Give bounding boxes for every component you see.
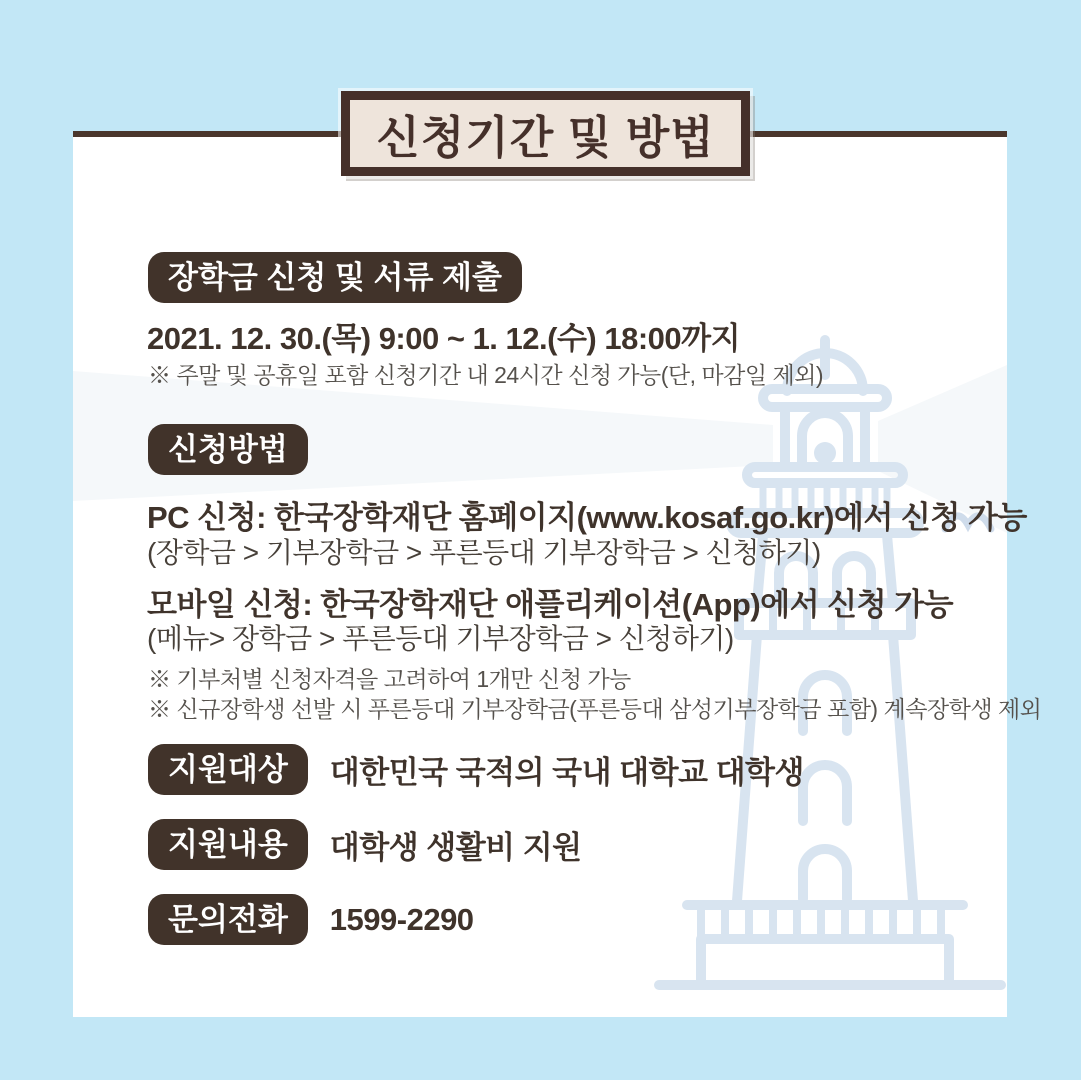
- contact-row: [148, 894, 474, 945]
- submission-section-badge: [148, 252, 522, 303]
- method-section-label: 신청방법: [168, 432, 288, 467]
- method-note-1: ※ 기부처별 신청자격을 고려하여 1개만 신청 가능: [148, 666, 631, 692]
- contact-badge: [148, 894, 308, 945]
- method-note-2: ※ 신규장학생 선발 시 푸른등대 기부장학금(푸른등대 삼성기부장학금 포함) 계속장학생 제외: [148, 696, 1042, 722]
- submission-period-text: 2021. 12. 30.(목) 9:00 ~ 1. 12.(수) 18:00까지: [147, 321, 741, 356]
- eligibility-text: 대한민국 국적의 국내 대학교 대학생: [329, 755, 804, 790]
- mobile-method-heading: 모바일 신청: 한국장학재단 애플리케이션(App)에서 신청 가능: [147, 587, 954, 622]
- contact-phone-number: 1599-2290: [329, 901, 474, 937]
- page-title: [341, 91, 750, 176]
- pc-method-heading: PC 신청: 한국장학재단 홈페이지(www.kosaf.go.kr)에서 신청 가능: [147, 500, 1027, 535]
- benefit-row: [148, 819, 582, 870]
- mobile-method-path: (메뉴> 장학금 > 푸른등대 기부장학금 > 신청하기): [147, 623, 734, 654]
- benefit-badge-label: 지원내용: [168, 827, 288, 862]
- submission-section-label: 장학금 신청 및 서류 제출: [168, 260, 502, 295]
- eligibility-badge-label: 지원대상: [168, 752, 288, 787]
- eligibility-row: [148, 744, 804, 795]
- submission-note-text: ※ 주말 및 공휴일 포함 신청기간 내 24시간 신청 가능(단, 마감일 제외): [148, 362, 824, 388]
- page-title-label: 신청기간 및 방법: [376, 112, 715, 163]
- method-section-badge: [148, 424, 308, 475]
- benefit-badge: [148, 819, 308, 870]
- eligibility-badge: [148, 744, 308, 795]
- pc-method-path: (장학금 > 기부장학금 > 푸른등대 기부장학금 > 신청하기): [147, 537, 821, 568]
- contact-badge-label: 문의전화: [168, 902, 288, 937]
- benefit-text: 대학생 생활비 지원: [329, 830, 582, 865]
